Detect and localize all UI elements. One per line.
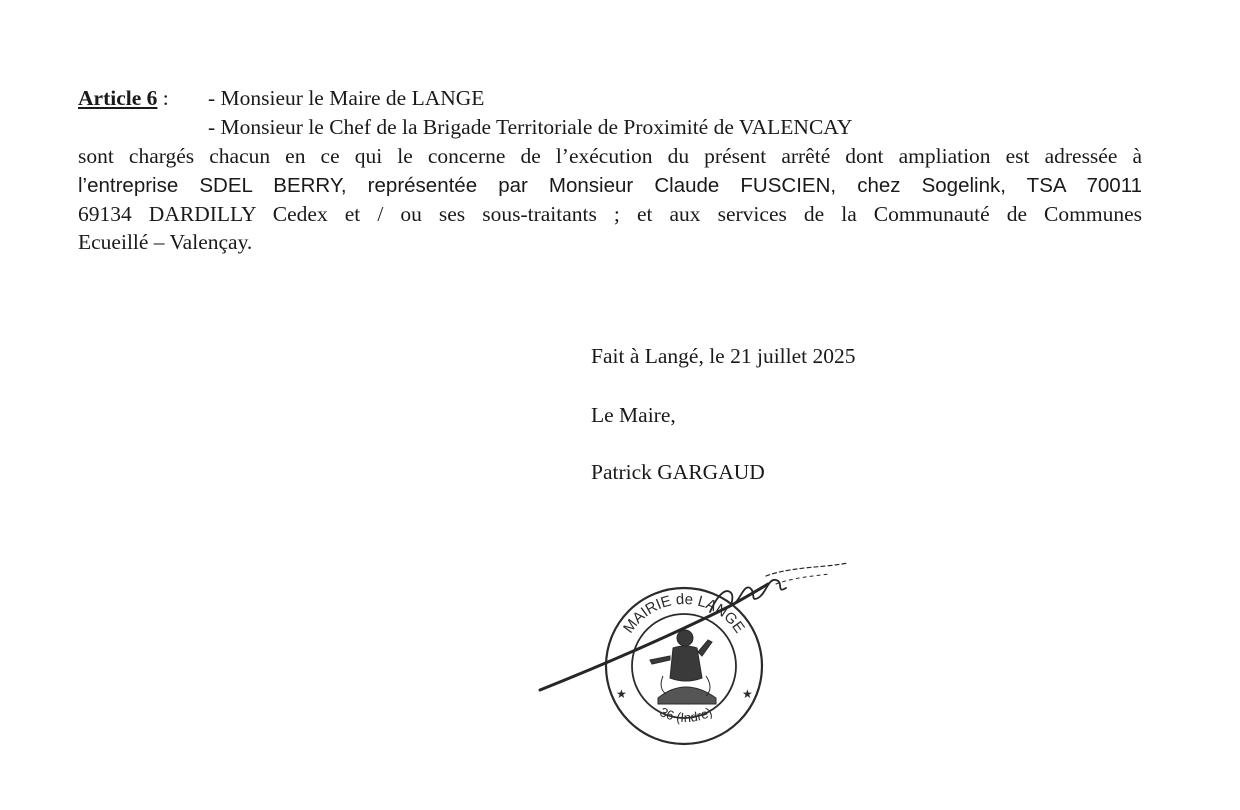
signature-role: Le Maire, [591, 403, 676, 427]
article-item-brigade: - Monsieur le Chef de la Brigade Territoriale de Proximité de VALENCAY [208, 115, 853, 139]
signature-place-date: Fait à Langé, le 21 juillet 2025 [591, 344, 856, 368]
article-body-line-2: l’entreprise SDEL BERRY, représentée par Monsieur Claude FUSCIEN, chez Sogelink, TSA 70011 [78, 174, 1142, 197]
signature-name: Patrick GARGAUD [591, 460, 765, 484]
official-seal-stamp [530, 548, 860, 748]
svg-text:★: ★ [616, 687, 627, 701]
seal-marianne-figure [650, 630, 716, 704]
article-item-mayor: - Monsieur le Maire de LANGE [208, 86, 485, 110]
seal-bottom-text: 36 (Indre) [657, 704, 715, 726]
svg-text:★: ★ [742, 687, 753, 701]
article-body-line-3: 69134 DARDILLY Cedex et / ou ses sous-traitants ; et aux services de la Communauté de Communes [78, 202, 1142, 226]
article-heading [78, 88, 169, 110]
article-body-line-4: Ecueillé – Valençay. [78, 230, 253, 254]
article-label: Article 6 [78, 86, 158, 110]
article-separator: : [157, 86, 169, 110]
article-body-line-1: sont chargés chacun en ce qui le concerne de l’exécution du présent arrêté dont ampliation est adressée à [78, 144, 1142, 168]
seal-top-text: MAIRIE de LANGE [620, 590, 748, 637]
